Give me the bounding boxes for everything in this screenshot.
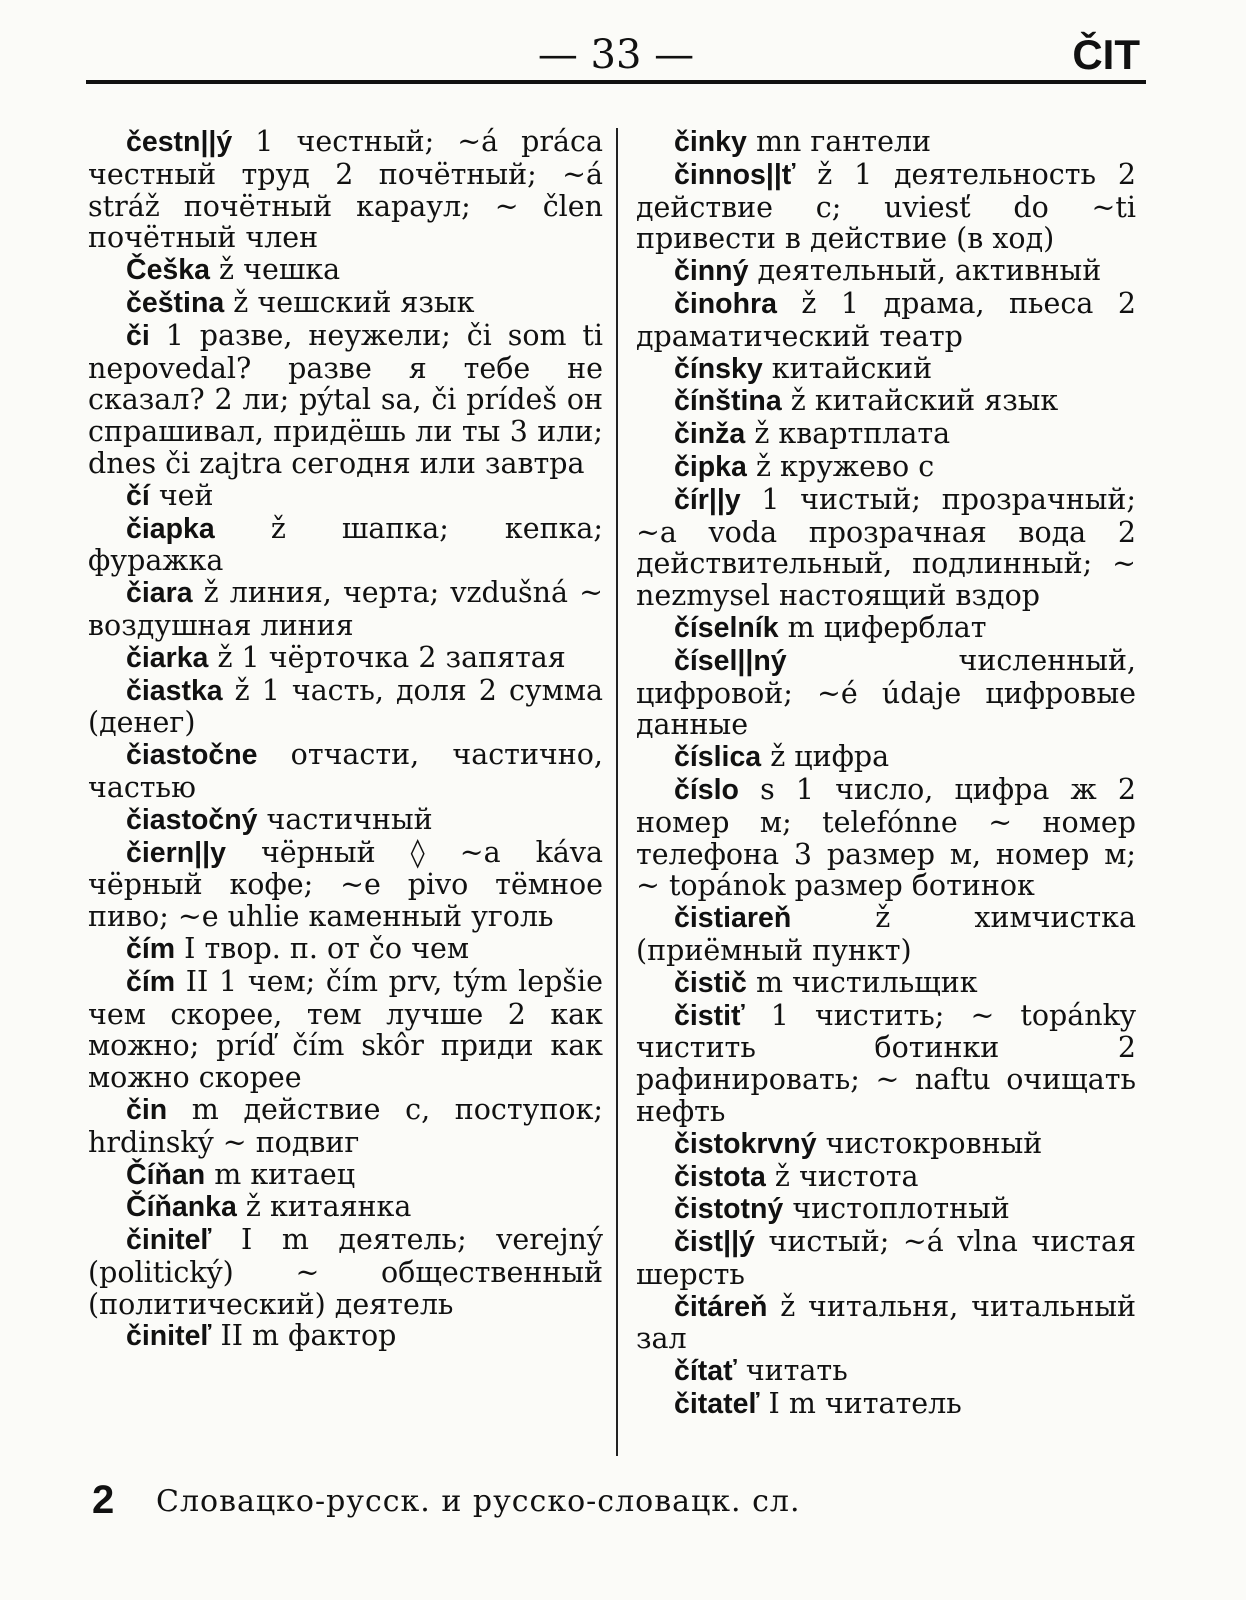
dictionary-entry [88,1191,603,1224]
headword: čím [126,932,176,965]
headword: čiapka [126,512,215,545]
headword: číslo [674,773,739,806]
headword: činiteľ [126,1224,212,1257]
dictionary-entry [636,1388,1136,1421]
dictionary-entry [636,1226,1136,1291]
headword: čistiť [674,999,745,1032]
entry-body: отчасти, частично, частью [88,738,603,804]
headword: čitáreň [674,1290,768,1323]
dictionary-entry [88,1094,603,1159]
entry-body: m китаец [205,1157,356,1191]
headword: Číňan [126,1158,206,1191]
entry-body: ž химчистка (приёмный пункт) [636,901,1136,967]
headword: činohra [674,287,777,320]
dictionary-entry [88,1224,603,1320]
entry-body: 1 разве, неужели; či som ti nepovedal? разве я тебе не сказал? 2 ли; pýtal sa, či prídeš он спрашивал, придёшь ли ты 3 или; dnes či zajtra сегодня или завтра [88,318,603,480]
entry-body: деятельный, активный [748,254,1102,288]
headword: čítať [674,1355,737,1388]
entry-body: mn гантели [746,125,932,158]
running-head: ČIT [1072,31,1140,78]
headword: čínsky [674,352,763,385]
entry-body: чистый; ~á vlna чистая шерсть [636,1225,1136,1291]
dictionary-entry [636,255,1136,288]
entry-body: I твор. п. от čo чем [175,931,469,965]
entry-body: ž 1 драма, пьеса 2 драматический театр [636,286,1136,353]
headword: číselník [674,611,779,644]
headword: Češka [126,254,210,287]
headword: číslica [674,741,762,774]
dictionary-entry [636,612,1136,645]
headword: čistič [674,966,747,999]
dictionary-entry [636,1000,1136,1128]
right-column [636,126,1136,1421]
dictionary-entry [88,513,603,578]
entry-body: частичный [257,802,433,836]
page-header [86,28,1146,88]
entry-body: I m деятель; verejný (politický) ~ общественный (политический) деятель [88,1223,603,1321]
dictionary-entry [636,1291,1136,1356]
headword: čin [126,1093,168,1126]
dictionary-entry [636,774,1136,902]
dictionary-entry [636,1193,1136,1226]
entry-body: ž чешский язык [224,285,475,319]
headword: čistotný [674,1193,784,1226]
dictionary-entry [636,418,1136,451]
dictionary-entry [636,126,1136,159]
page-footer [92,1478,992,1528]
entry-body: ž цифра [761,740,890,774]
dictionary-entry [636,902,1136,967]
dictionary-entry [88,1159,603,1192]
dictionary-entry [636,741,1136,774]
dictionary-entry [88,804,603,837]
dictionary-entry [636,385,1136,418]
entry-body: II m фактор [211,1319,397,1353]
dictionary-entry [636,1161,1136,1194]
dictionary-entry [636,353,1136,386]
entry-body: ž 1 деятельность 2 действие с; uviesť do ~ti привести в действие (в ход) [636,157,1136,256]
headword: činnos||ť [674,158,796,191]
entry-body: s 1 число, цифра ж 2 номер м; telefónne ~ номер телефона 3 размер м, номер м; ~ topánok размер ботинок [636,772,1136,903]
entry-body: чистокровный [816,1126,1043,1160]
headword: čistokrvný [674,1127,817,1160]
dictionary-entry [88,1320,603,1353]
headword: činný [674,255,749,288]
entry-body: I m читатель [759,1387,962,1421]
footer-title: Словацко-русск. и русско-словацк. сл. [156,1484,801,1519]
dictionary-entry [636,645,1136,741]
entry-body: ž шапка; кепка; фуражка [88,511,603,578]
headword: čínština [674,385,782,418]
dictionary-entry [88,933,603,966]
headword: čestn||ý [126,126,233,158]
entry-body: m действие с, поступок; hrdinský ~ подвиг [88,1092,603,1159]
entry-body: m циферблат [778,610,987,644]
dictionary-entry [88,320,603,480]
headword: čiern||y [126,836,226,869]
entry-body: 1 чистить; ~ topánky чистить ботинки 2 рафинировать; ~ naftu очищать нефть [636,998,1136,1128]
entry-body: чёрный ◊ ~a káva чёрный кофе; ~e pivo тёмное пиво; ~e uhlie каменный уголь [88,835,603,934]
headword: čipka [674,450,747,483]
dictionary-entry [88,577,603,642]
headword: Číňanka [126,1191,237,1224]
column-divider [616,128,618,1456]
headword: čír||y [674,483,741,516]
headword: čiastočne [126,739,258,772]
dictionary-entry [88,739,603,804]
dictionary-entry [636,1128,1136,1161]
entry-body: ž китаянка [236,1190,412,1224]
entry-body: 1 чистый; прозрачный; ~a voda прозрачная вода 2 действительный, подлинный; ~ nezmysel настоящий вздор [636,482,1136,613]
headword: čím [126,965,176,998]
entry-body: 1 честный; ~á práca честный труд 2 почётный; ~á stráž почётный караул; ~ člen почётный член [88,125,603,255]
signature-mark: 2 [92,1478,115,1522]
entry-body: китайский [762,351,933,385]
headword: čistiareň [674,902,792,935]
dictionary-entry [88,837,603,933]
headword: čist||ý [674,1226,755,1259]
entry-body: ž читальня, читальный зал [636,1289,1136,1356]
headword: čeština [126,286,225,319]
entry-body: II 1 чем; čím prv, tým lepšie чем скорее, тем лучше 2 как можно; príď čím skôr приди как можно скорее [88,964,603,1095]
entry-body: ž чешка [209,253,341,287]
dictionary-entry [88,254,603,287]
dictionary-entry [88,642,603,675]
headword: čiarka [126,641,209,674]
headword: činža [674,418,746,451]
headword: čiara [126,577,193,610]
header-rule [86,80,1146,84]
entry-body: читать [736,1354,848,1388]
headword: činky [674,126,747,158]
entry-body: чей [149,478,214,512]
dictionary-entry [88,126,603,254]
dictionary-entry [636,159,1136,255]
dictionary-entry [88,287,603,320]
headword: čiastočný [126,803,258,836]
dictionary-entry [88,675,603,740]
headword: činiteľ [126,1320,212,1353]
headword: čistota [674,1160,766,1193]
headword: či [126,319,150,352]
entry-body: чистоплотный [783,1192,1010,1226]
headword: čiastka [126,674,223,707]
dictionary-entry [636,451,1136,484]
entry-body: ž 1 чёрточка 2 запятая [208,640,566,674]
entry-body: ž китайский язык [781,384,1059,418]
dictionary-entry [636,288,1136,353]
entry-body: ž линия, черта; vzdušná ~ воздушная линия [88,576,603,642]
dictionary-entry [636,967,1136,1000]
dictionary-entry [88,480,603,513]
dictionary-entry [636,484,1136,612]
dictionary-entry [88,966,603,1094]
left-column [88,126,603,1353]
headword: čí [126,479,150,512]
headword: čitateľ [674,1388,760,1421]
page-number: — 33 — [537,32,695,78]
entry-body: ž чистота [765,1159,919,1193]
headword: čísel||ný [674,644,787,677]
entry-body: m чистильщик [746,965,978,999]
entry-body: ž квартплата [745,417,951,451]
dictionary-entry [636,1355,1136,1388]
entry-body: ž 1 часть, доля 2 сумма (денег) [88,673,603,740]
entry-body: численный, цифровой; ~é údaje цифровые данные [636,643,1136,742]
entry-body: ž кружево с [746,449,935,483]
